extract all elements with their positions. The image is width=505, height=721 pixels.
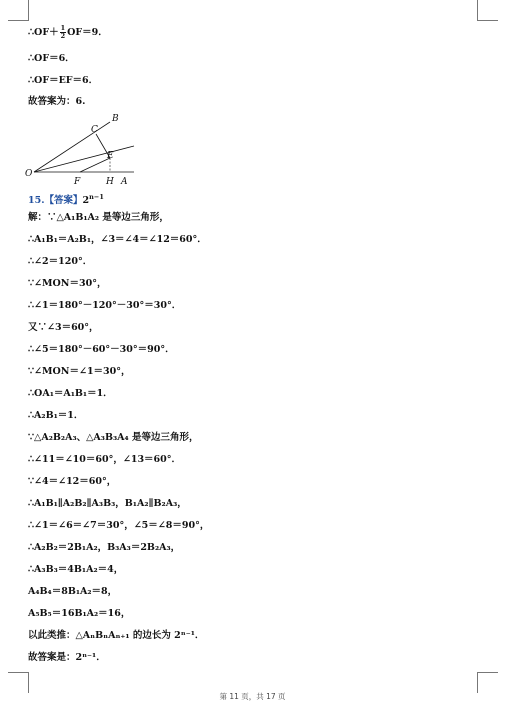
- page-footer: 第 11 页，共 17 页: [219, 692, 286, 701]
- ray-oe: [34, 146, 134, 172]
- label-f: F: [74, 177, 81, 187]
- solution-line: ∴∠2＝120°．: [28, 256, 93, 267]
- solution-line: ∴A₂B₂＝2B₁A₂，B₃A₃＝2B₂A₃，: [28, 542, 181, 553]
- label-e: E: [107, 151, 114, 161]
- solution-line: A₅B₅＝16B₁A₂＝16，: [28, 608, 131, 619]
- question-number: 15.: [28, 195, 45, 206]
- solution-line: ∴OA₁＝A₁B₁＝1．: [28, 388, 113, 399]
- label-h: H: [106, 177, 114, 187]
- crop-mark-bottom-left: [8, 672, 29, 693]
- fraction-numerator: 1: [60, 24, 66, 32]
- solution-line: A₄B₄＝8B₁A₂＝8，: [28, 586, 118, 597]
- label-a: A: [121, 177, 128, 187]
- crop-mark-top-left: [8, 0, 29, 21]
- solution-line-of-fraction: [28, 25, 108, 40]
- answer-line: 故答案为：6.: [28, 96, 86, 107]
- solution-line: ∵△A₂B₂A₃、△A₃B₃A₄ 是等边三角形，: [28, 432, 199, 443]
- solution-line: ∴OF＝6．: [28, 53, 75, 64]
- answer-tag: 【答案】: [44, 195, 83, 206]
- solution-line: ∵∠MON＝30°，: [28, 278, 107, 289]
- solution-line: ∴∠1＝180°－120°－30°＝30°．: [28, 300, 182, 311]
- ray-ob: [34, 122, 110, 172]
- label-c: C: [91, 125, 98, 135]
- solution-line: ∴∠11＝∠10＝60°，∠13＝60°．: [28, 454, 182, 465]
- segment-fe: [80, 158, 110, 172]
- solution-line: ∴A₂B₁＝1．: [28, 410, 84, 421]
- solution-line: ∴∠5＝180°－60°－30°＝90°．: [28, 344, 175, 355]
- solution-line: ∴A₁B₁∥A₂B₂∥A₃B₃，B₁A₂∥B₂A₃，: [28, 498, 187, 509]
- answer-base: 2: [82, 195, 90, 206]
- fraction-one-half: [60, 25, 67, 40]
- solution-line: ∵∠4＝∠12＝60°，: [28, 476, 117, 487]
- fraction-denominator: 2: [60, 32, 66, 40]
- solution-line: 又∵∠3＝60°，: [28, 322, 99, 333]
- label-b: B: [112, 114, 119, 124]
- answer-line: 故答案是：2ⁿ⁻¹．: [28, 652, 106, 663]
- solution-line: ∵∠MON＝∠1＝30°，: [28, 366, 131, 377]
- text-segment: ∴OF＋: [28, 27, 59, 38]
- crop-mark-bottom-right: [477, 672, 498, 693]
- geometry-figure: [22, 112, 142, 188]
- crop-mark-top-right: [477, 0, 498, 21]
- solution-line: 解：∵△A₁B₁A₂ 是等边三角形，: [28, 212, 169, 223]
- answer-exponent: n−1: [89, 193, 104, 201]
- label-o: O: [25, 169, 33, 179]
- solution-line: ∴A₁B₁＝A₂B₁，∠3＝∠4＝∠12＝60°．: [28, 234, 207, 245]
- solution-line: ∴OF＝EF＝6．: [28, 75, 99, 86]
- question-header: [28, 190, 104, 208]
- solution-line: ∴A₃B₃＝4B₁A₂＝4，: [28, 564, 124, 575]
- solution-line: 以此类推：△AₙBₙAₙ₊₁ 的边长为 2ⁿ⁻¹．: [28, 630, 205, 641]
- solution-line: ∴∠1＝∠6＝∠7＝30°，∠5＝∠8＝90°，: [28, 520, 210, 531]
- text-segment: OF＝9．: [67, 27, 108, 38]
